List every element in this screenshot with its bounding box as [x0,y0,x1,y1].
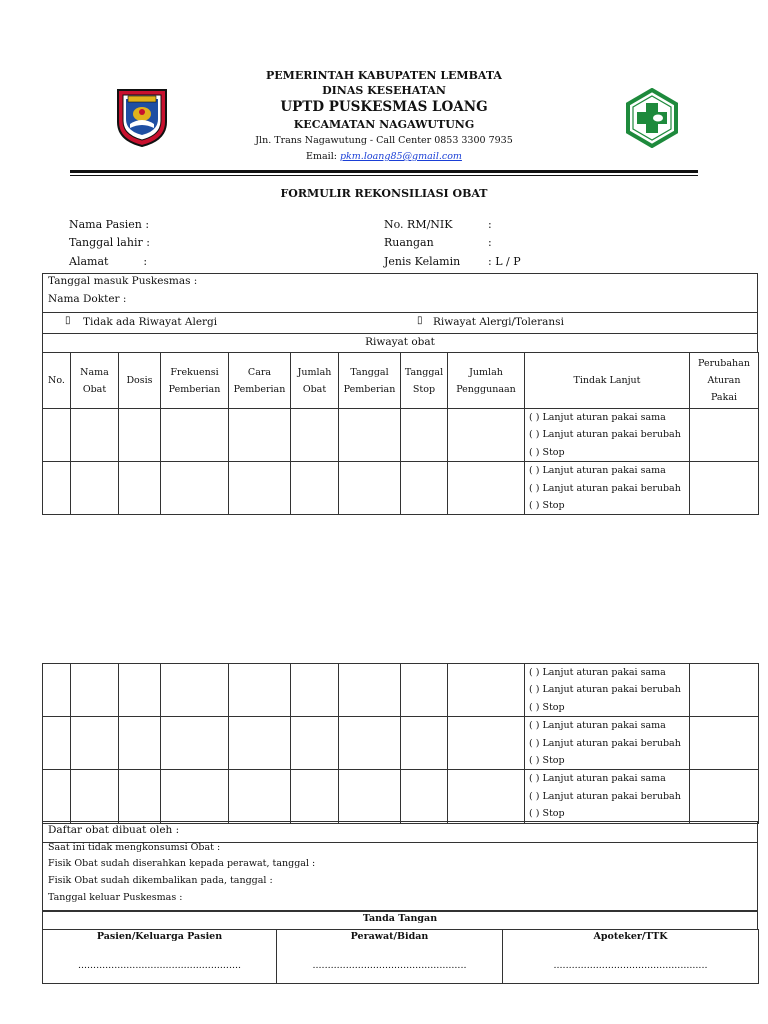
cell-cara[interactable] [229,664,291,717]
sign-pasien-dots: ...................................................... [77,960,242,971]
cell-jml-penggunaan[interactable] [448,664,525,717]
tanda-tangan-title: Tanda Tangan [42,911,758,930]
cell-tgl-stop[interactable] [401,717,448,770]
field-tanggal-lahir[interactable]: Tanggal lahir : [69,236,150,249]
cell-dosis[interactable] [119,462,161,515]
cell-perubahan[interactable] [690,717,759,770]
fisik-diserahkan-label[interactable]: Fisik Obat sudah diserahkan kepada perawat, tanggal : [48,858,316,869]
cell-dosis[interactable] [119,664,161,717]
cell-perubahan[interactable] [690,770,759,823]
cell-no[interactable] [43,664,71,717]
cell-jml-penggunaan[interactable] [448,409,525,462]
cell-frekuensi[interactable] [161,770,229,823]
cell-tindak-lanjut[interactable]: ( ) Lanjut aturan pakai sama ( ) Lanjut aturan pakai berubah ( ) Stop [525,664,690,717]
col-jumlah-penggunaan: Jumlah Penggunaan [448,353,525,409]
cell-no[interactable] [43,462,71,515]
header-line-2: DINAS KESEHATAN [322,84,446,97]
cell-jumlah[interactable] [291,664,339,717]
status-box [42,842,758,911]
cell-cara[interactable] [229,717,291,770]
sign-pasien-cell[interactable] [43,930,277,984]
table-row [43,717,759,770]
checkbox-allergy-icon[interactable]: ▯ [417,315,423,326]
field-jenis-kelamin-value[interactable]: : L / P [488,255,521,268]
col-dosis: Dosis [119,353,161,409]
cell-nama-obat[interactable] [71,717,119,770]
col-nama-obat: Nama Obat [71,353,119,409]
header-address: Jln. Trans Nagawutung - Call Center 0853 3300 7935 [255,135,513,146]
col-tanggal-pemberian: Tanggal Pemberian [339,353,401,409]
cell-frekuensi[interactable] [161,409,229,462]
right-logo-puskesmas [624,88,680,148]
field-jenis-kelamin: Jenis Kelamin [384,255,461,268]
sign-perawat-dots: ................................................... [312,960,467,971]
email-label: Email: [306,151,340,162]
table-row [43,409,759,462]
allergy-label: Riwayat Alergi/Toleransi [433,316,564,328]
field-ruangan: Ruangan [384,236,434,249]
sign-perawat-label: Perawat/Bidan [350,931,429,942]
cell-tindak-lanjut[interactable]: ( ) Lanjut aturan pakai sama ( ) Lanjut aturan pakai berubah ( ) Stop [525,770,690,823]
cell-jml-penggunaan[interactable] [448,462,525,515]
daftar-dibuat-row [42,821,758,843]
header-line-3: UPTD PUSKESMAS LOANG [280,99,488,115]
header-rule-thick [70,170,698,173]
cell-cara[interactable] [229,462,291,515]
medication-table-top [42,352,759,515]
cell-nama-obat[interactable] [71,409,119,462]
cell-nama-obat[interactable] [71,770,119,823]
sign-apoteker-cell[interactable] [503,930,759,984]
cell-tgl-stop[interactable] [401,664,448,717]
sign-pasien-label: Pasien/Keluarga Pasien [96,931,223,942]
form-title: FORMULIR REKONSILIASI OBAT [280,187,488,200]
cell-jml-penggunaan[interactable] [448,770,525,823]
table-row [43,462,759,515]
nama-dokter-label[interactable]: Nama Dokter : [48,293,127,305]
sign-perawat-cell[interactable] [277,930,503,984]
header-email-line [0,151,768,162]
col-no: No. [43,353,71,409]
field-alamat[interactable]: Alamat : [69,255,148,268]
medication-table-bottom [42,663,759,824]
table-header-row [43,353,759,409]
col-jumlah-obat: Jumlah Obat [291,353,339,409]
cell-nama-obat[interactable] [71,462,119,515]
daftar-dibuat-label[interactable]: Daftar obat dibuat oleh : [48,824,180,836]
cell-jumlah[interactable] [291,770,339,823]
col-tindak-lanjut: Tindak Lanjut [525,353,690,409]
saat-ini-label[interactable]: Saat ini tidak mengkonsumsi Obat : [48,842,221,853]
cell-tgl-stop[interactable] [401,409,448,462]
cell-frekuensi[interactable] [161,664,229,717]
cell-tindak-lanjut[interactable]: ( ) Lanjut aturan pakai sama ( ) Lanjut aturan pakai berubah ( ) Stop [525,717,690,770]
col-tanggal-stop: Tanggal Stop [401,353,448,409]
cell-dosis[interactable] [119,770,161,823]
sign-apoteker-label: Apoteker/TTK [593,931,668,942]
cell-nama-obat[interactable] [71,664,119,717]
cell-perubahan[interactable] [690,664,759,717]
allergy-row [42,312,758,334]
cell-tindak-lanjut[interactable]: ( ) Lanjut aturan pakai sama ( ) Lanjut aturan pakai berubah ( ) Stop [525,409,690,462]
cell-tgl-stop[interactable] [401,462,448,515]
riwayat-obat-title: Riwayat obat [42,334,758,353]
no-allergy-label: Tidak ada Riwayat Alergi [83,316,218,328]
email-link[interactable]: pkm.loang85@gmail.com [339,151,462,162]
cell-tgl-pemberian[interactable] [339,717,401,770]
col-perubahan-aturan: Perubahan Aturan Pakai [690,353,759,409]
sign-apoteker-dots: ................................................... [553,960,708,971]
checkbox-no-allergy-icon[interactable]: ▯ [65,315,71,326]
cell-jumlah[interactable] [291,717,339,770]
field-no-rm: No. RM/NIK [384,218,453,231]
fisik-dikembalikan-label[interactable]: Fisik Obat sudah dikembalikan pada, tanggal : [48,875,273,886]
admission-info-box [42,273,758,313]
cell-tgl-pemberian[interactable] [339,770,401,823]
cell-no[interactable] [43,717,71,770]
table-row [43,770,759,823]
tanggal-keluar-label[interactable]: Tanggal keluar Puskesmas : [48,892,183,903]
cell-tgl-pemberian[interactable] [339,664,401,717]
cell-perubahan[interactable] [690,409,759,462]
col-frekuensi: Frekuensi Pemberian [161,353,229,409]
cell-no[interactable] [43,409,71,462]
cell-dosis[interactable] [119,717,161,770]
cell-dosis[interactable] [119,409,161,462]
header-line-4: KECAMATAN NAGAWUTUNG [293,118,475,131]
cell-frekuensi[interactable] [161,717,229,770]
cell-tgl-pemberian[interactable] [339,409,401,462]
cell-frekuensi[interactable] [161,462,229,515]
header-line-1: PEMERINTAH KABUPATEN LEMBATA [266,69,502,82]
table-row [43,664,759,717]
cell-tgl-stop[interactable] [401,770,448,823]
cell-jumlah[interactable] [291,462,339,515]
cell-cara[interactable] [229,770,291,823]
cell-perubahan[interactable] [690,462,759,515]
tanggal-masuk-label[interactable]: Tanggal masuk Puskesmas : [48,275,198,287]
col-cara-pemberian: Cara Pemberian [229,353,291,409]
field-no-rm-colon[interactable]: : [488,218,492,231]
field-nama-pasien[interactable]: Nama Pasien : [69,218,150,231]
field-ruangan-colon[interactable]: : [488,236,492,249]
cell-tgl-pemberian[interactable] [339,462,401,515]
cell-no[interactable] [43,770,71,823]
signature-table [42,929,759,984]
cell-jumlah[interactable] [291,409,339,462]
cell-tindak-lanjut[interactable]: ( ) Lanjut aturan pakai sama ( ) Lanjut aturan pakai berubah ( ) Stop [525,462,690,515]
cell-cara[interactable] [229,409,291,462]
cell-jml-penggunaan[interactable] [448,717,525,770]
header-rule-thin [70,175,698,176]
